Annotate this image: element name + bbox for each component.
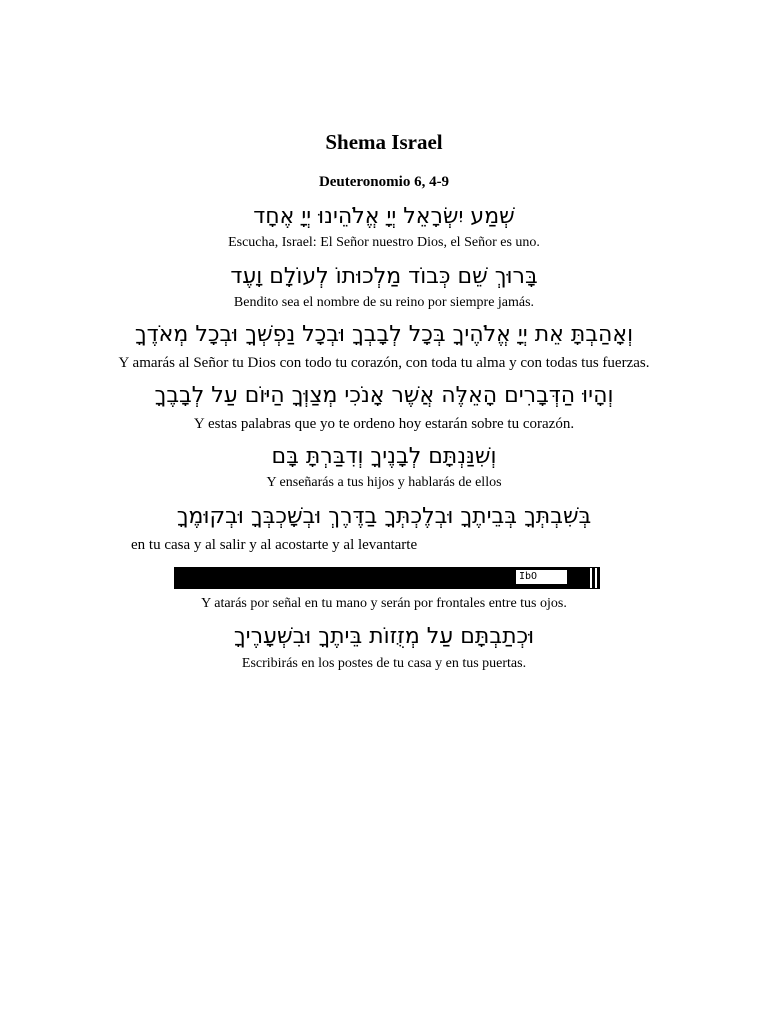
- hebrew-verse-5: וְשִׁנַּנְתָּם לְבָנֶיךָ וְדִבַּרְתָּ בָּם: [271, 444, 497, 469]
- spanish-verse-4: Y estas palabras que yo te ordeno hoy estarán sobre tu corazón.: [193, 416, 575, 432]
- hebrew-verse-3: וְאָהַבְתָּ אֵת יְיָ אֱלֹהֶיךָ בְּכָל לְבָבְךָ וּבְכָל נַפְשְׁךָ וּבְכָל מְאֹדֶךָ: [134, 322, 634, 347]
- page-subtitle: Deuteronomio 6, 4-9: [318, 174, 450, 190]
- hebrew-verse-6: בְּשִׁבְתְּךָ בְּבֵיתֶךָ וּבְלֶכְתְּךָ בַדֶּרֶךְ וּבְשָׁכְבְּךָ וּבְקוּמֶךָ: [176, 504, 592, 529]
- hebrew-verse-8: וּכְתַבְתָּם עַל מְזֻזוֹת בֵּיתֶךָ וּבִשְׁעָרֶיךָ: [233, 624, 535, 649]
- spanish-verse-2: Bendito sea el nombre de su reino por siempre jamás.: [233, 295, 535, 310]
- spanish-verse-1: Escucha, Israel: El Señor nuestro Dios, el Señor es uno.: [228, 235, 540, 250]
- spanish-verse-3: Y amarás al Señor tu Dios con todo tu corazón, con toda tu alma y con todas tus fuerzas.: [118, 355, 650, 371]
- spanish-verse-7: Y atarás por señal en tu mano y serán por frontales entre tus ojos.: [201, 596, 567, 611]
- spanish-verse-6: en tu casa y al salir y al acostarte y al levantarte: [131, 537, 418, 553]
- page-title: Shema Israel: [325, 130, 443, 154]
- bar-tick: [595, 568, 597, 588]
- spanish-verse-5: Y enseñarás a tus hijos y hablarás de ellos: [266, 475, 502, 490]
- spanish-verse-8: Escribirás en los postes de tu casa y en tus puertas.: [241, 656, 527, 671]
- bar-label-box: IbO: [515, 569, 568, 585]
- hebrew-verse-4: וְהָיוּ הַדְּבָרִים הָאֵלֶּה אֲשֶׁר אָנֹכִי מְצַוְּךָ הַיּוֹם עַל לְבָבֶךָ: [154, 383, 614, 408]
- hebrew-verse-1: שְׁמַע יִשְׂרָאֵל יְיָ אֱלֹהֵינוּ יְיָ אֶחָד: [253, 204, 515, 229]
- hebrew-verse-2: בָּרוּךְ שֵׁם כְּבוֹד מַלְכוּתוֹ לְעוֹלָם וָעֶד: [230, 264, 538, 289]
- bar-tick: [590, 568, 592, 588]
- black-bar-graphic: [174, 567, 600, 589]
